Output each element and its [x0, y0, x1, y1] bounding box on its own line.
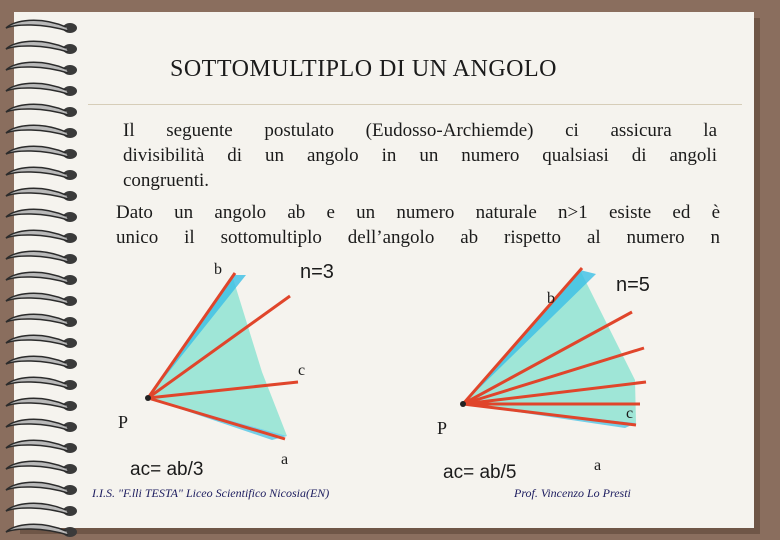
statement-line-1: Dato un angolo ab e un numero naturale n>1 esiste ed è — [116, 202, 720, 223]
left-label-P: P — [118, 412, 129, 432]
right-label-c: c — [626, 405, 634, 422]
postulate-line-3: congruenti. — [123, 170, 210, 191]
right-vertex-point — [460, 401, 466, 407]
right-label-n: n=5 — [616, 274, 650, 296]
postulate-line-2: divisibilità di un angolo in un numero qualsiasi di angoli — [123, 145, 717, 166]
footer-school: I.I.S. "F.lli TESTA" Liceo Scientifico Nicosia(EN) — [92, 486, 330, 500]
right-formula: ac= ab/5 — [443, 462, 517, 483]
left-label-c: c — [298, 362, 306, 379]
footer-author: Prof. Vincenzo Lo Presti — [514, 486, 631, 500]
slide-title: SOTTOMULTIPLO DI UN ANGOLO — [170, 56, 558, 82]
left-label-n: n=3 — [300, 261, 334, 283]
postulate-line-1: Il seguente postulato (Eudosso-Archiemde) ci assicura la — [123, 120, 717, 141]
right-label-P: P — [437, 418, 448, 438]
left-label-b: b — [214, 261, 222, 278]
left-formula: ac= ab/3 — [130, 459, 204, 480]
right-label-b: b — [547, 290, 555, 307]
left-label-a: a — [281, 451, 289, 468]
right-label-a: a — [594, 457, 602, 474]
figure-left — [118, 261, 334, 480]
statement-line-2: unico il sottomultiplo dell’angolo ab rispetto al numero n — [116, 227, 720, 248]
left-vertex-point — [145, 395, 151, 401]
figure-right — [437, 268, 650, 483]
